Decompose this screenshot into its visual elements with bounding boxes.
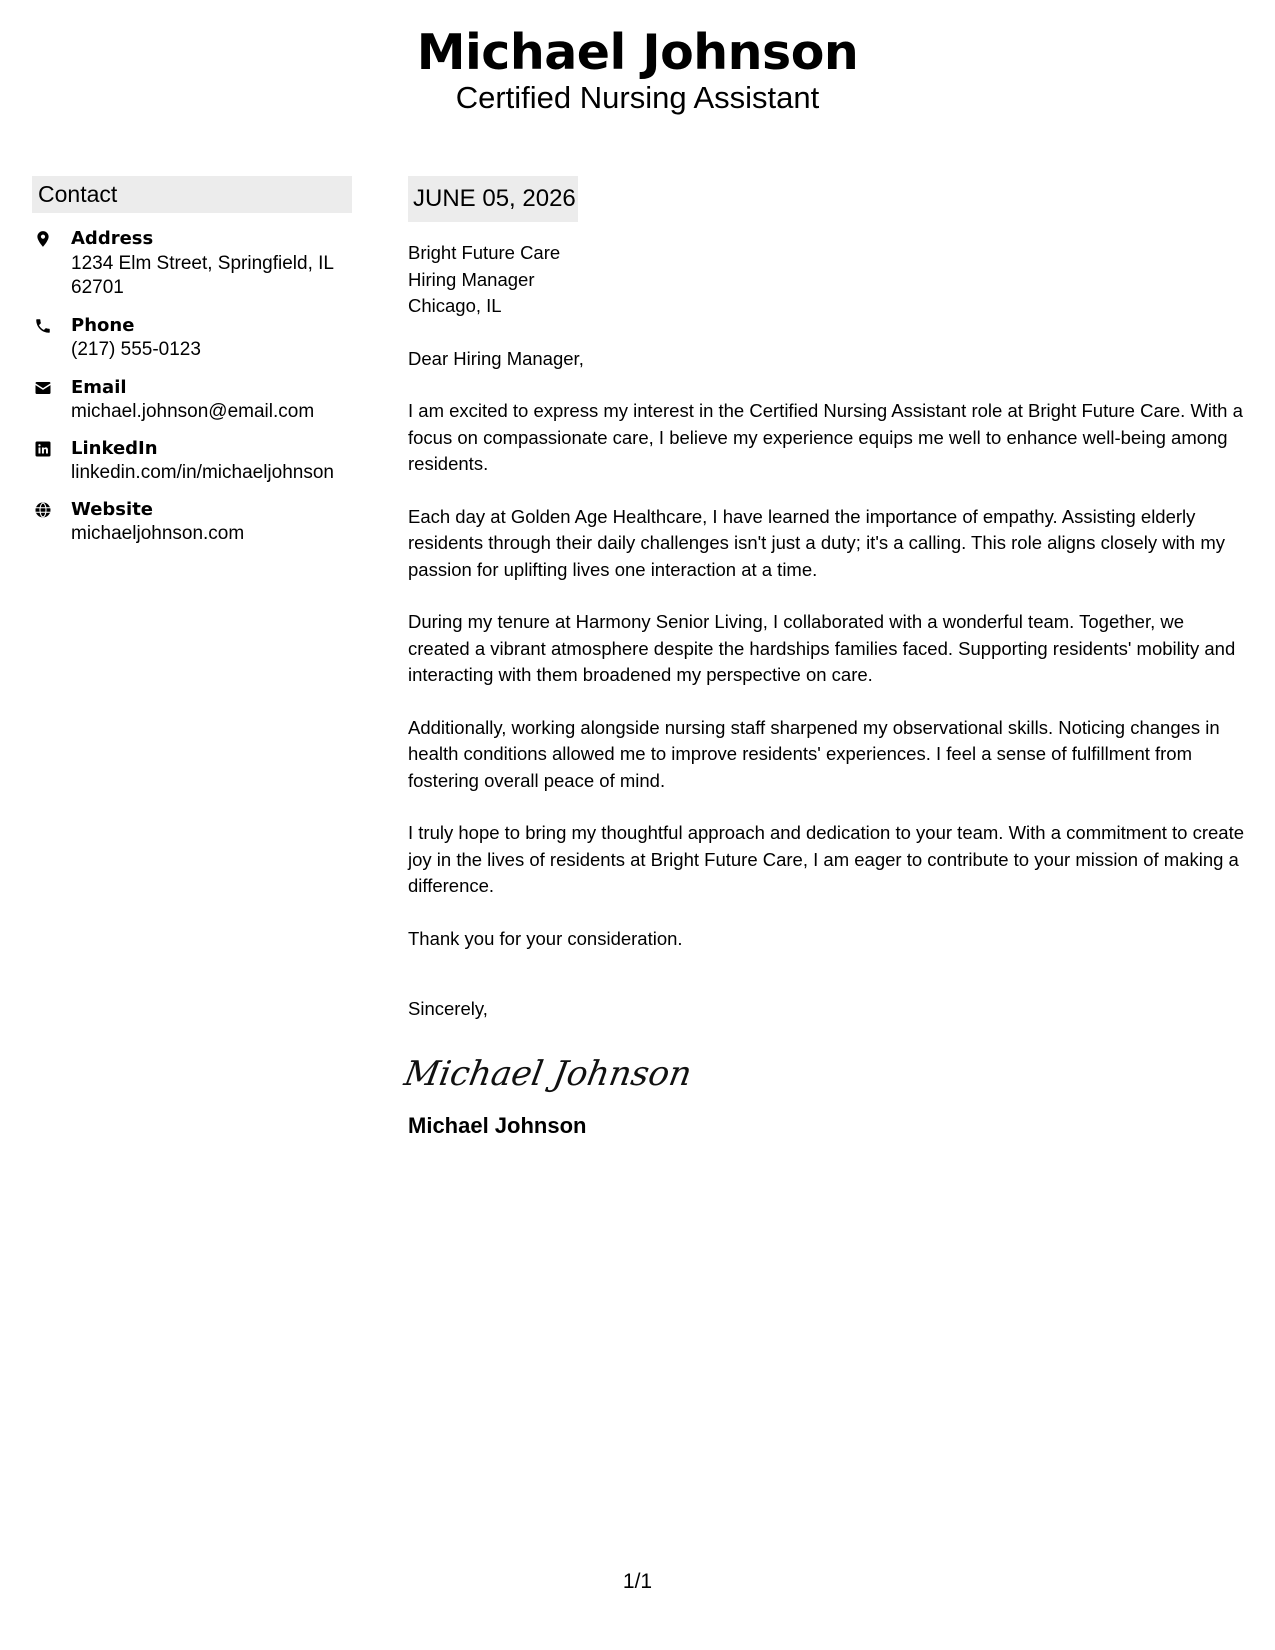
contact-item-email <box>32 376 352 425</box>
letter-paragraph: I truly hope to bring my thoughtful approach and dedication to your team. With a commitment to create joy in the lives of residents at Bright Future Care, I am eager to contribute to your mission of making a difference. <box>408 822 1245 896</box>
page-number: 1/1 <box>622 1570 653 1593</box>
letter-paragraph: Thank you for your consideration. <box>408 927 683 949</box>
contact-value-website: michaeljohnson.com <box>71 523 245 544</box>
contact-item-phone <box>32 314 352 363</box>
phone-icon <box>34 317 52 335</box>
letter-paragraph: I am excited to express my interest in the Certified Nursing Assistant role at Bright Future Care. With a focus on compassionate care, I believe my experience equips me well to enhance well-being among residents. <box>408 400 1243 474</box>
contact-value-address: 1234 Elm Street, Springfield, IL 62701 <box>71 252 334 298</box>
letter-date: JUNE 05, 2026 <box>408 176 578 222</box>
recipient-company: Bright Future Care <box>408 242 561 263</box>
signature-text: Michael Johnson <box>401 1053 695 1094</box>
letter-paragraph: Additionally, working alongside nursing staff sharpened my observational skills. Noticing changes in health conditions allowed me to improve residents' experiences. I feel a sense of fulfillment from fostering overall peace of mind. <box>408 716 1220 791</box>
recipient-location: Chicago, IL <box>408 295 502 316</box>
recipient-block <box>408 240 1248 320</box>
salutation: Dear Hiring Manager, <box>408 347 584 369</box>
contact-value-linkedin: linkedin.com/in/michaeljohnson <box>71 462 334 483</box>
letter-paragraph: Each day at Golden Age Healthcare, I have learned the importance of empathy. Assisting elderly residents through their daily challenges isn't just a duty; it's a calling. This role aligns closely with my passion for uplifting lives one interaction at a time. <box>408 505 1225 580</box>
contact-label-website: Website <box>71 498 154 520</box>
contact-section-title: Contact <box>32 176 352 213</box>
signer-name: Michael Johnson <box>408 1112 587 1138</box>
letter-header <box>0 22 1275 116</box>
contact-value-phone: (217) 555-0123 <box>71 339 201 360</box>
letter-body <box>401 176 1248 1139</box>
contact-sidebar <box>32 176 352 547</box>
map-pin-icon <box>34 230 52 248</box>
recipient-title: Hiring Manager <box>408 268 535 290</box>
contact-item-website <box>32 498 352 547</box>
applicant-title: Certified Nursing Assistant <box>455 80 820 115</box>
contact-label-phone: Phone <box>71 314 135 336</box>
contact-value-email: michael.johnson@email.com <box>71 401 315 422</box>
handwritten-signature <box>401 1045 695 1101</box>
letter-paragraph: During my tenure at Harmony Senior Living, I collaborated with a wonderful team. Together, we created a vibrant atmosphere despite the hardships families faced. Supporting residents' mobility and interacting with them broadened my perspective on care. <box>408 611 1236 685</box>
contact-item-address <box>32 227 352 301</box>
envelope-icon <box>34 379 52 397</box>
contact-label-email: Email <box>71 376 127 398</box>
contact-item-linkedin <box>32 437 352 486</box>
closing: Sincerely, <box>408 998 488 1019</box>
applicant-name: Michael Johnson <box>416 24 859 81</box>
linkedin-icon <box>34 440 52 458</box>
contact-label-address: Address <box>71 228 154 249</box>
contact-label-linkedin: LinkedIn <box>71 437 158 459</box>
globe-icon <box>34 501 52 519</box>
